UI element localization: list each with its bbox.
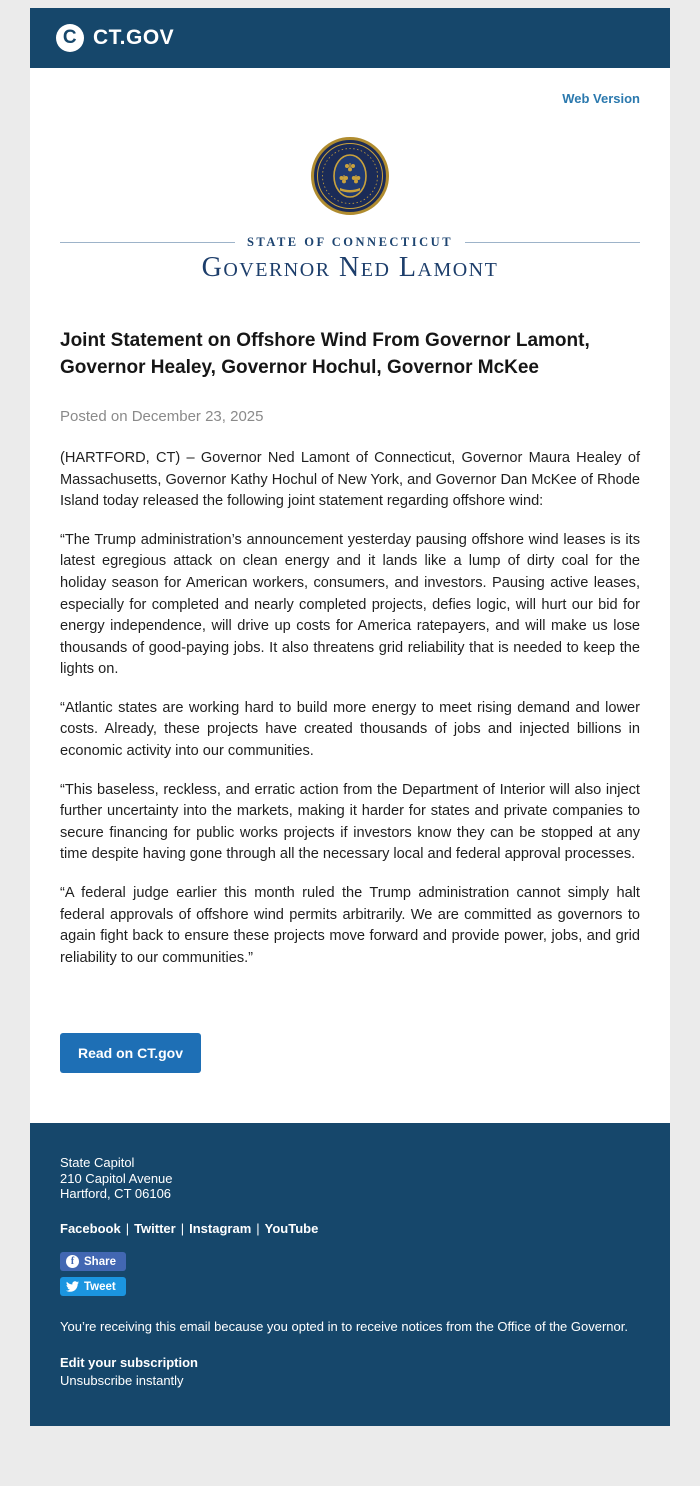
paragraph: “A federal judge earlier this month ruled the Trump administration cannot simply halt federal approvals of offshore wind permits arbitrarily. We are committed as governors to again fight back to ensure these projects move forward and provide power, jobs, and grid reliability to our communities.” <box>60 885 640 966</box>
seal-wrap <box>60 136 640 221</box>
email-container <box>30 8 670 1426</box>
edit-subscription-link[interactable]: Edit your subscription <box>60 1354 198 1370</box>
facebook-icon: f <box>66 1255 79 1268</box>
web-version-row <box>60 90 640 108</box>
tweet-row <box>60 1277 640 1296</box>
edit-subscription-row <box>60 1355 640 1370</box>
divider-right <box>465 242 640 243</box>
paragraph: (HARTFORD, CT) – Governor Ned Lamont of Connecticut, Governor Maura Healey of Massachusetts, Governor Kathy Hochul of New York, and Governor Dan McKee of Rhode Island today released the following joint statement regarding offshore wind: <box>60 449 640 510</box>
tweet-button[interactable] <box>60 1277 126 1296</box>
separator: | <box>125 1221 130 1237</box>
divider-left <box>60 242 235 243</box>
social-links <box>60 1221 640 1236</box>
email-footer <box>30 1123 670 1425</box>
state-seal-icon <box>310 136 390 216</box>
youtube-link[interactable]: YouTube <box>264 1221 319 1237</box>
masthead <box>60 235 640 284</box>
instagram-link[interactable]: Instagram <box>189 1221 252 1237</box>
twitter-link[interactable]: Twitter <box>134 1221 176 1237</box>
address-line: State Capitol <box>60 1155 135 1171</box>
web-version-link[interactable]: Web Version <box>562 91 640 106</box>
article-title: Joint Statement on Offshore Wind From Governor Lamont, Governor Healey, Governor Hochul, Governor McKee <box>60 330 590 378</box>
cta-row <box>60 1033 640 1073</box>
unsubscribe-link[interactable]: Unsubscribe instantly <box>60 1372 184 1388</box>
unsubscribe-row <box>60 1373 640 1388</box>
address-line: Hartford, CT 06106 <box>60 1186 172 1202</box>
address-line: 210 Capitol Avenue <box>60 1170 173 1186</box>
state-line-row <box>60 235 640 250</box>
subscription-notice: You’re receiving this email because you opted in to receive notices from the Office of the Governor. <box>60 1319 628 1335</box>
read-on-ctgov-button[interactable]: Read on CT.gov <box>60 1033 201 1073</box>
separator: | <box>256 1221 260 1237</box>
ctgov-logo-icon: C <box>56 24 84 52</box>
facebook-link[interactable]: Facebook <box>60 1221 121 1237</box>
ctgov-logo-text: CT.GOV <box>93 26 175 49</box>
twitter-icon <box>66 1280 79 1293</box>
share-label: Share <box>84 1255 116 1268</box>
governor-name: Governor Ned Lamont <box>201 252 499 283</box>
separator: | <box>180 1221 185 1237</box>
paragraph: “This baseless, reckless, and erratic action from the Department of Interior will also inject further uncertainty into the markets, making it harder for states and private companies to secure financing for public works projects if investors know they can be stopped at any time despite having gone through all the necessary local and federal approval processes. <box>60 781 640 863</box>
tweet-label: Tweet <box>84 1280 116 1293</box>
state-line: STATE OF CONNECTICUT <box>246 235 454 249</box>
posted-date: Posted on December 23, 2025 <box>60 407 264 425</box>
paragraph: “The Trump administration’s announcement yesterday pausing offshore wind leases is its latest egregious attack on clean energy and it lands like a lump of dirty coal for the holiday season for American workers, consumers, and investors. Pausing active leases, especially for completed and nearly completed projects, defies logic, will hurt our bid for energy independence, will drive up costs for America ratepayers, and will make us lose thousands of good-paying jobs. It also threatens grid reliability that is needed to keep the lights on. <box>60 531 640 678</box>
ctgov-logo[interactable] <box>56 24 174 52</box>
article-body <box>60 448 640 969</box>
header-bar <box>30 8 670 68</box>
address-block <box>60 1155 640 1201</box>
email-body <box>30 68 670 1123</box>
paragraph: “Atlantic states are working hard to build more energy to meet rising demand and lower costs. Already, these projects have created thousands of jobs and injected billions in economic activity into our communities. <box>60 699 640 760</box>
